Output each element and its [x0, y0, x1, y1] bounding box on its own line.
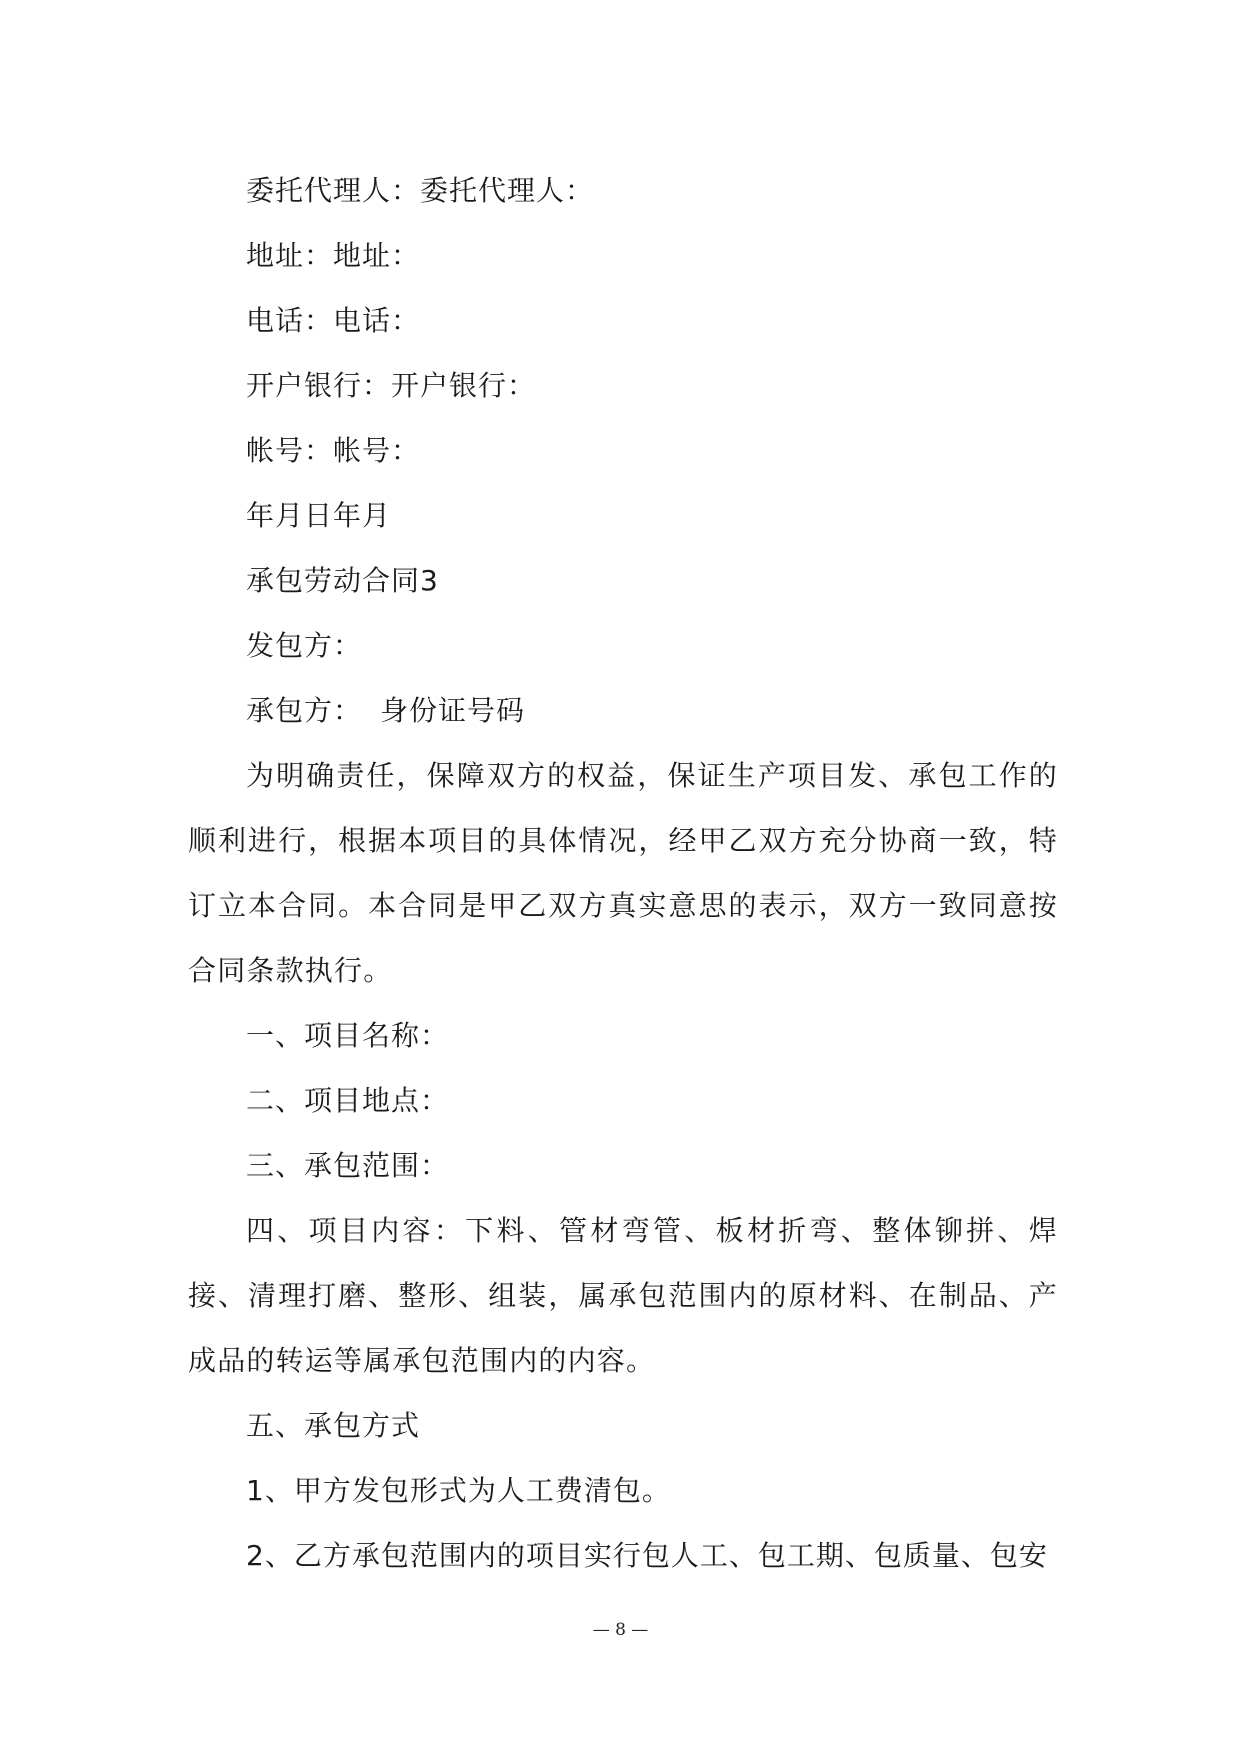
contract-title: 承包劳动合同3 [246, 564, 439, 597]
preamble-paragraph: 为明确责任，保障双方的权益，保证生产项目发、承包工作的顺利进行，根据本项目的具体情况，经甲乙双方充分协商一致，特订立本合同。本合同是甲乙双方真实意思的表示，双方一致同意按合同条款执行。 [188, 759, 1058, 987]
clause-project-location: 二、项目地点： [246, 1084, 450, 1117]
contractor-id-label: 身份证号码 [380, 694, 526, 727]
clause-method: 五、承包方式 [246, 1409, 421, 1442]
document-body [188, 158, 1068, 1588]
contractor-line [188, 678, 1068, 743]
address-line: 地址：地址： [246, 239, 421, 272]
employer-line: 发包方： [246, 629, 363, 662]
bank-line: 开户银行：开户银行： [246, 369, 537, 402]
phone-line: 电话：电话： [246, 304, 421, 337]
date-line: 年月日年月 [246, 499, 392, 532]
subclause-1: 1、甲方发包形式为人工费清包。 [246, 1474, 671, 1507]
clause-scope: 三、承包范围： [246, 1149, 450, 1182]
clause-project-name: 一、项目名称： [246, 1019, 450, 1052]
clause-content: 四、项目内容：下料、管材弯管、板材折弯、整体铆拼、焊接、清理打磨、整形、组装，属承包范围内的原材料、在制品、产成品的转运等属承包范围内的内容。 [188, 1214, 1058, 1377]
page-number: — 8 — [592, 1620, 649, 1640]
subclause-2: 2、乙方承包范围内的项目实行包人工、包工期、包质量、包安 [246, 1539, 1048, 1572]
account-line: 帐号：帐号： [246, 434, 421, 467]
agent-line: 委托代理人：委托代理人： [246, 174, 595, 207]
contractor-label: 承包方： [246, 694, 363, 727]
